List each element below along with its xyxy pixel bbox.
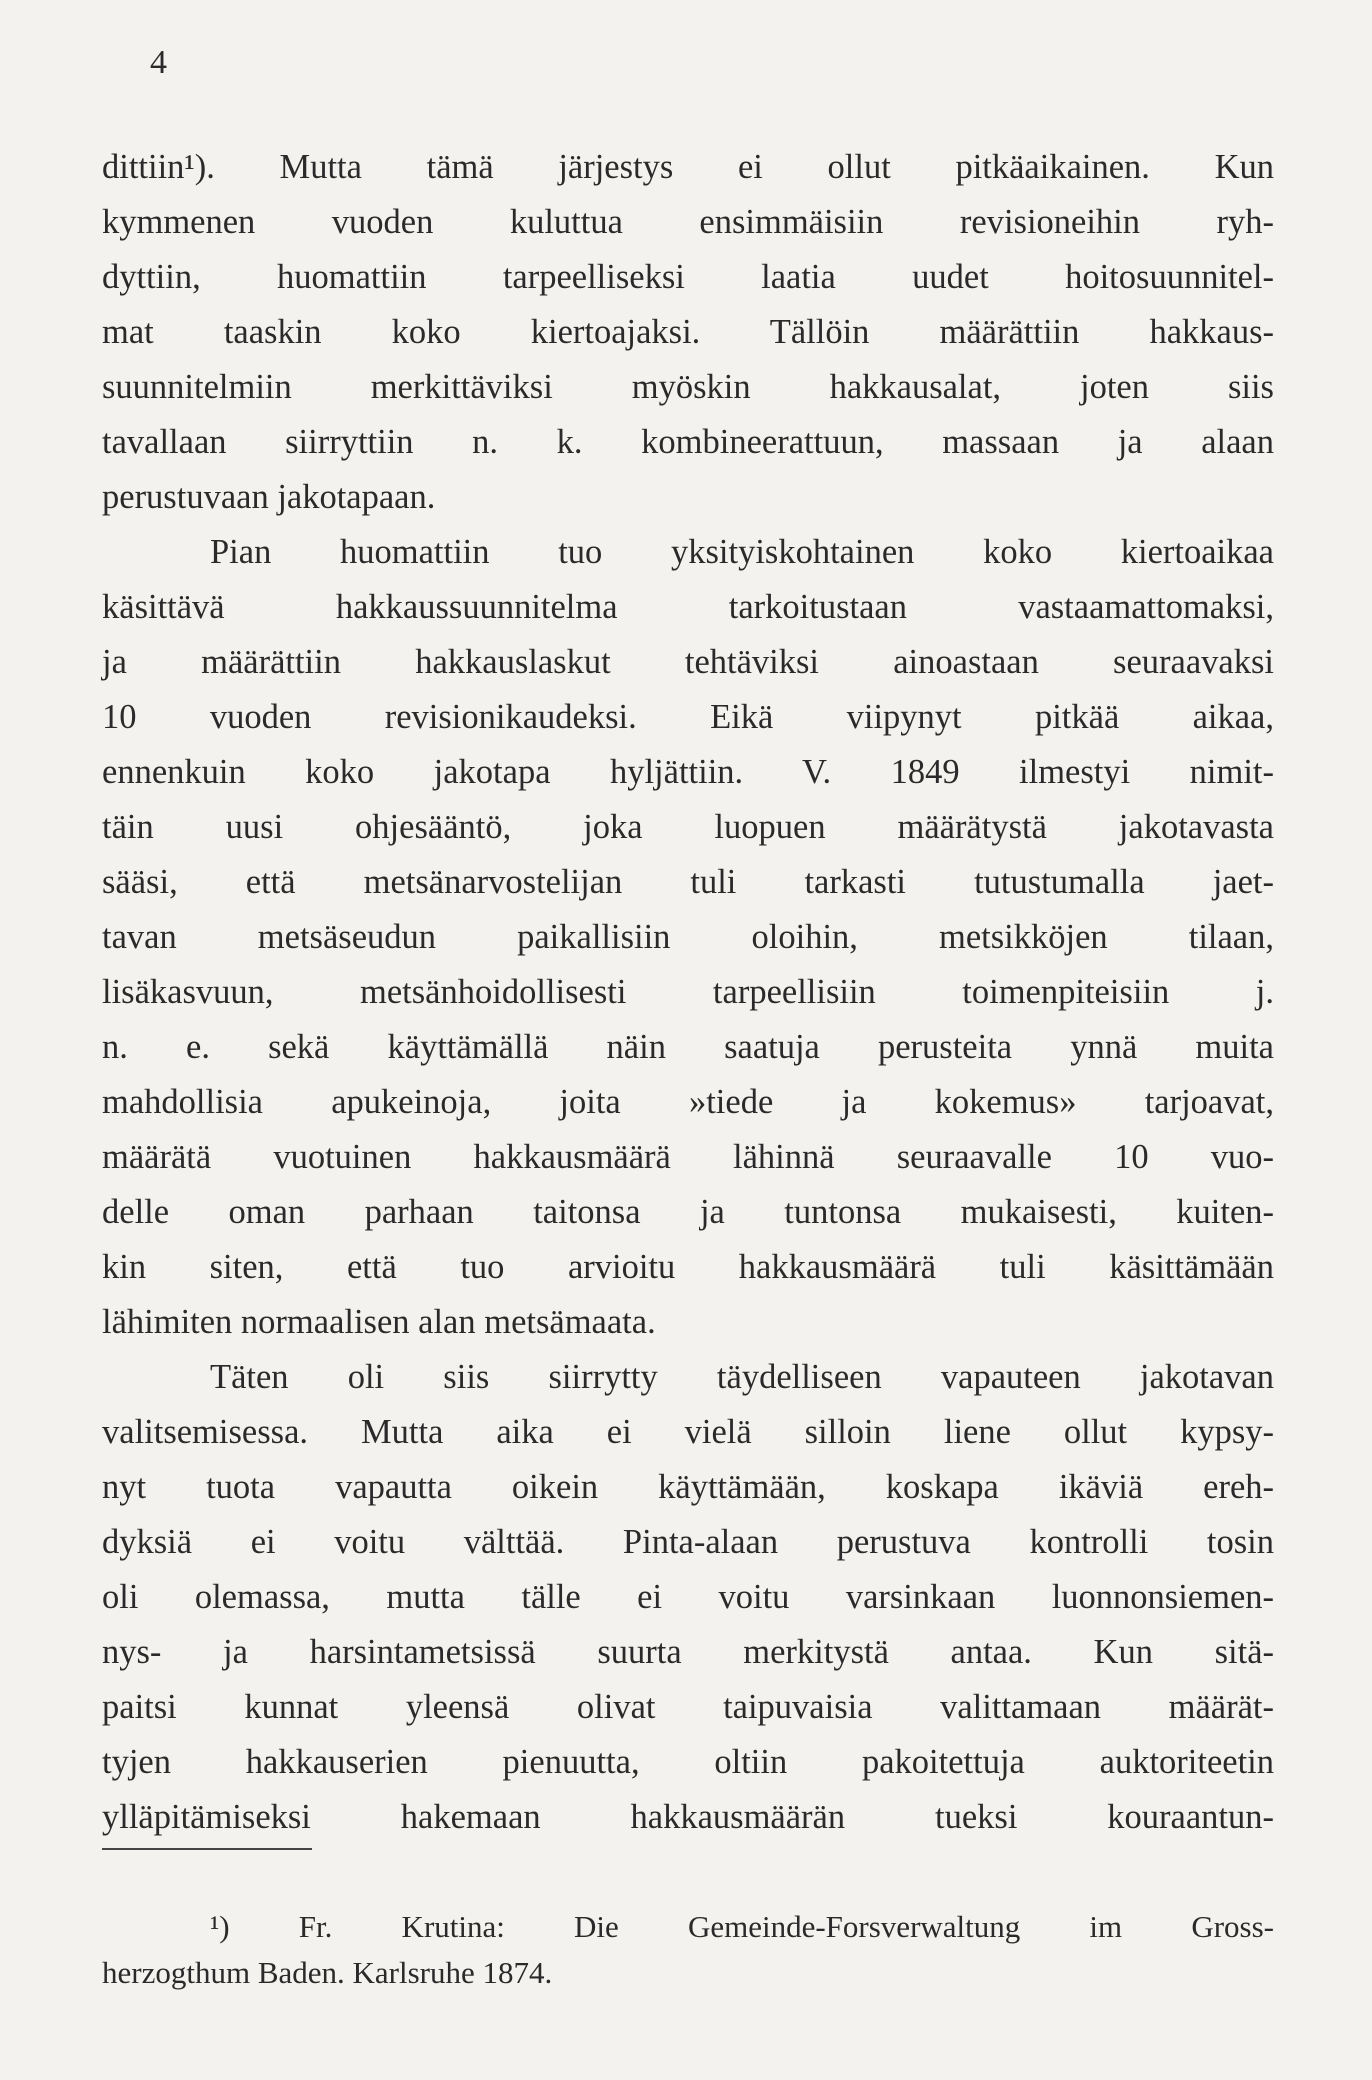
text-line: kin siten, että tuo arvioitu hakkausmäärä tuli käsittämään	[102, 1248, 1274, 1286]
text-line: delle oman parhaan taitonsa ja tuntonsa mukaisesti, kuiten-	[102, 1193, 1274, 1231]
text-line: nys- ja harsintametsissä suurta merkitystä antaa. Kun sitä-	[102, 1633, 1274, 1671]
text-line: dyksiä ei voitu välttää. Pinta-alaan perustuva kontrolli tosin	[102, 1523, 1274, 1561]
text-line: dyttiin, huomattiin tarpeelliseksi laatia uudet hoitosuunnitel-	[102, 258, 1274, 296]
text-line: täin uusi ohjesääntö, joka luopuen määrätystä jakotavasta	[102, 808, 1274, 846]
text-line: tyjen hakkauserien pienuutta, oltiin pakoitettuja auktoriteetin	[102, 1743, 1274, 1781]
text-line: oli olemassa, mutta tälle ei voitu varsinkaan luonnonsiemen-	[102, 1578, 1274, 1616]
text-line: Pian huomattiin tuo yksityiskohtainen koko kiertoaikaa	[210, 533, 1274, 571]
text-line: paitsi kunnat yleensä olivat taipuvaisia valittamaan määrät-	[102, 1688, 1274, 1726]
text-line: dittiin¹). Mutta tämä järjestys ei ollut pitkäaikainen. Kun	[102, 148, 1274, 186]
text-line: ylläpitämiseksi hakemaan hakkausmäärän tueksi kouraantun-	[102, 1798, 1274, 1836]
text-line: tavan metsäseudun paikallisiin oloihin, metsikköjen tilaan,	[102, 918, 1274, 956]
page-number: 4	[150, 44, 167, 81]
text-line: tavallaan siirryttiin n. k. kombineerattuun, massaan ja alaan	[102, 423, 1274, 461]
text-line: lähimiten normaalisen alan metsämaata.	[102, 1303, 656, 1341]
text-line: suunnitelmiin merkittäviksi myöskin hakkausalat, joten siis	[102, 368, 1274, 406]
text-line: Täten oli siis siirrytty täydelliseen vapauteen jakotavan	[210, 1358, 1274, 1396]
text-line: sääsi, että metsänarvostelijan tuli tarkasti tutustumalla jaet-	[102, 863, 1274, 901]
text-line: perustuvaan jakotapaan.	[102, 478, 436, 516]
text-line: nyt tuota vapautta oikein käyttämään, koskapa ikäviä ereh-	[102, 1468, 1274, 1506]
text-line: n. e. sekä käyttämällä näin saatuja perusteita ynnä muita	[102, 1028, 1274, 1066]
text-line: 10 vuoden revisionikaudeksi. Eikä viipynyt pitkää aikaa,	[102, 698, 1274, 736]
footnote	[102, 1904, 1274, 1996]
footnote-line: herzogthum Baden. Karlsruhe 1874.	[102, 1955, 553, 1990]
text-line: määrätä vuotuinen hakkausmäärä lähinnä seuraavalle 10 vuo-	[102, 1138, 1274, 1176]
text-line: mahdollisia apukeinoja, joita »tiede ja kokemus» tarjoavat,	[102, 1083, 1274, 1121]
footnote-divider	[102, 1848, 312, 1850]
text-line: ja määrättiin hakkauslaskut tehtäviksi ainoastaan seuraavaksi	[102, 643, 1274, 681]
text-line: käsittävä hakkaussuunnitelma tarkoitustaan vastaamattomaksi,	[102, 588, 1274, 626]
text-line: ennenkuin koko jakotapa hyljättiin. V. 1849 ilmestyi nimit-	[102, 753, 1274, 791]
text-line: mat taaskin koko kiertoajaksi. Tällöin määrättiin hakkaus-	[102, 313, 1274, 351]
text-line: valitsemisessa. Mutta aika ei vielä silloin liene ollut kypsy-	[102, 1413, 1274, 1451]
text-line: lisäkasvuun, metsänhoidollisesti tarpeellisiin toimenpiteisiin j.	[102, 973, 1274, 1011]
footnote-line: ¹) Fr. Krutina: Die Gemeinde-Forsverwaltung im Gross-	[210, 1909, 1274, 1944]
text-line: kymmenen vuoden kuluttua ensimmäisiin revisioneihin ryh-	[102, 203, 1274, 241]
body-text	[102, 140, 1274, 1845]
